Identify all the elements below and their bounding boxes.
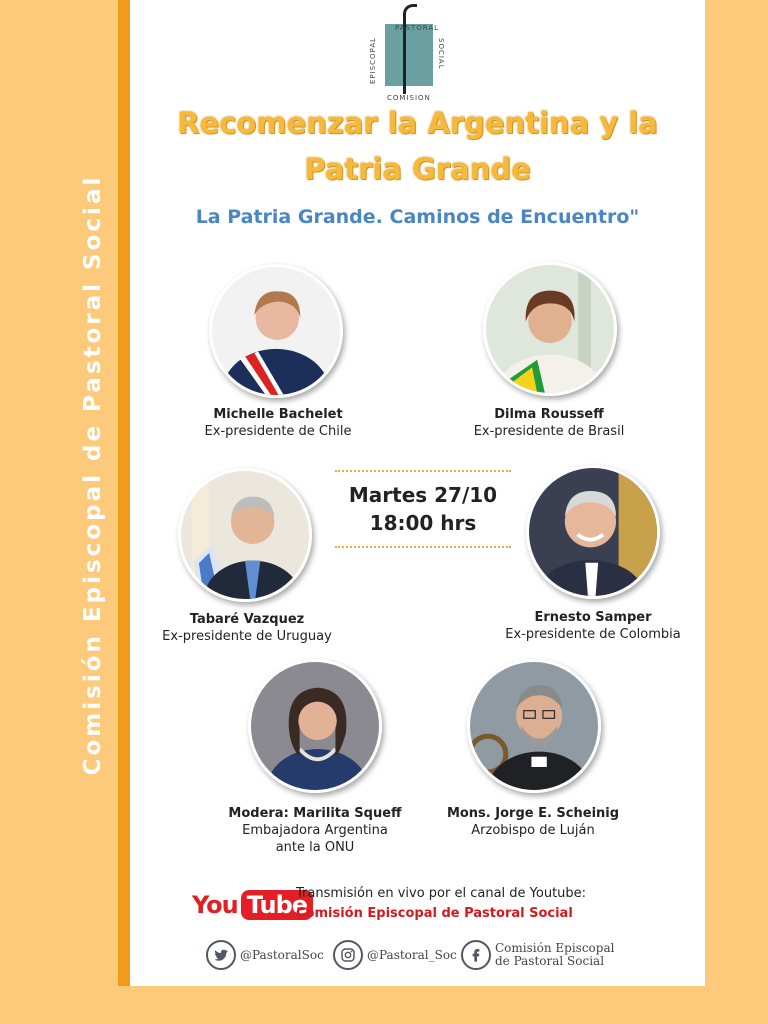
youtube-info-line: Transmisión en vivo por el canal de Youtube: [296, 886, 587, 901]
speaker-photo-scheinig [467, 659, 601, 793]
speaker-role: Ex-presidente de Chile [204, 424, 352, 439]
facebook-page-line-2: de Pastoral Social [495, 954, 605, 968]
speaker-role: Ex-presidente de Uruguay [162, 629, 332, 644]
instagram-handle-text: @Pastoral_Soc [367, 947, 457, 962]
title-line-1: Recomenzar la Argentina y la [177, 106, 658, 140]
event-time: 18:00 hrs [369, 511, 477, 535]
side-banner-text: Comisión Episcopal de Pastoral Social [80, 174, 106, 776]
speaker-card-bachelet [168, 406, 388, 440]
logo-bottom-label: COMISION [387, 94, 431, 102]
speaker-role: Ex-presidente de Brasil [473, 424, 625, 439]
speaker-role-line-2: ante la ONU [275, 840, 355, 855]
speaker-photo-bachelet [209, 264, 343, 398]
speaker-card-squeff [202, 805, 428, 856]
logo-top-label: PASTORAL [395, 24, 440, 32]
instagram-handle[interactable] [333, 940, 457, 970]
speaker-name: Ernesto Samper [534, 610, 652, 625]
twitter-handle-text: @PastoralSoc [240, 947, 324, 962]
speaker-name: Dilma Rousseff [494, 407, 604, 422]
speaker-role-line-1: Embajadora Argentina [242, 823, 388, 838]
twitter-handle[interactable] [206, 940, 324, 970]
youtube-channel-link[interactable]: Comisión Episcopal de Pastoral Social [296, 906, 573, 921]
logo-crook-icon [403, 4, 417, 94]
speaker-photo-squeff [248, 659, 382, 793]
poster-card [130, 0, 705, 986]
speaker-card-rousseff [438, 406, 660, 440]
facebook-page[interactable] [461, 940, 614, 970]
speaker-name: Mons. Jorge E. Scheinig [446, 806, 620, 821]
twitter-icon [206, 940, 236, 970]
speaker-photo-samper [526, 465, 660, 599]
speaker-name: Michelle Bachelet [213, 407, 343, 422]
youtube-logo[interactable] [192, 886, 313, 924]
logo-right-label: SOCIAL [437, 38, 445, 70]
event-date: Martes 27/10 [348, 483, 498, 507]
speaker-card-vazquez [132, 611, 362, 645]
subtitle: La Patria Grande. Caminos de Encuentro" [195, 206, 640, 228]
title-line-2: Patria Grande [304, 152, 531, 186]
event-date-time [335, 470, 511, 548]
facebook-page-text [495, 942, 614, 968]
pastoral-social-logo [367, 4, 451, 104]
speaker-photo-vazquez [178, 468, 312, 602]
facebook-page-line-1: Comisión Episcopal [495, 941, 615, 955]
speaker-name: Tabaré Vazquez [189, 612, 305, 627]
speaker-card-samper [480, 609, 706, 643]
speaker-photo-rousseff [483, 262, 617, 396]
speaker-name: Modera: Marilita Squeff [228, 806, 402, 821]
youtube-logo-you: You [192, 891, 238, 919]
speaker-role: Ex-presidente de Colombia [505, 627, 681, 642]
speaker-role: Arzobispo de Luján [471, 823, 595, 838]
youtube-logo-tube: Tube [241, 890, 313, 920]
facebook-icon [461, 940, 491, 970]
youtube-info [296, 884, 586, 924]
instagram-icon [333, 940, 363, 970]
accent-strip [118, 0, 130, 986]
speaker-card-scheinig [420, 805, 646, 839]
logo-left-label: EPISCOPAL [369, 36, 377, 84]
